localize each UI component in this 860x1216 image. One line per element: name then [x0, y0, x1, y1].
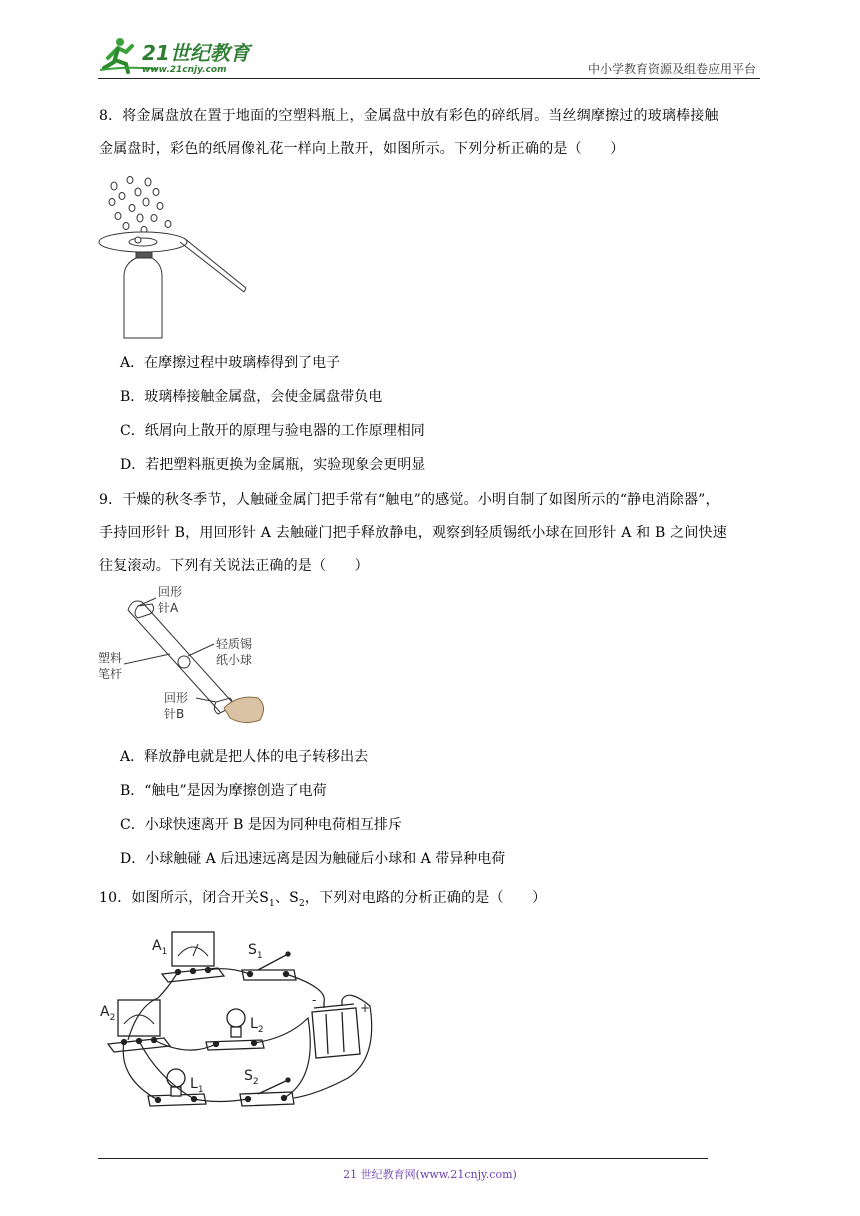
label-pen-line2: 笔杆 [98, 667, 123, 681]
q10-figure-circuit [98, 928, 388, 1118]
label-ball-line1: 轻质锡 [216, 637, 253, 651]
label-clip-b-line1: 回形 [164, 691, 189, 705]
label-s1: $S_1$ [248, 942, 263, 961]
label-l1: $L_1$ [190, 1076, 204, 1095]
q10-switch-s1: $S_1$ [259, 890, 275, 909]
header-platform-text: 中小学教育资源及组卷应用平台 [587, 62, 756, 76]
q9-option-b[interactable]: B．“触电”是因为摩擦创造了电荷 [120, 783, 327, 799]
q8-stem-line-2: 金属盘时，彩色的纸屑像礼花一样向上散开，如图所示。下列分析正确的是（ ） [99, 141, 625, 157]
question-8-stem [99, 100, 761, 166]
q9-figure-static-eliminator [98, 584, 268, 726]
label-ball-line2: 纸小球 [216, 653, 253, 667]
q8-figure-metal-plate-bottle [98, 172, 248, 340]
label-clip-a-line1: 回形 [158, 585, 183, 599]
logo-text: 21世纪教育 [142, 41, 250, 65]
footer-divider [98, 1158, 708, 1159]
label-clip-b-line2: 针B [164, 707, 185, 721]
q8-stem-line-1: 8．将金属盘放在置于地面的空塑料瓶上，金属盘中放有彩色的碎纸屑。当丝绸摩擦过的玻璃棒接触 [99, 108, 719, 124]
q8-option-b[interactable]: B．玻璃棒接触金属盘，会使金属盘带负电 [120, 389, 383, 405]
label-l2: $L_2$ [250, 1016, 264, 1035]
q9-stem-line-1: 9．干燥的秋冬季节，人触碰金属门把手常有“触电”的感觉。小明自制了如图所示的“静电消除器”， [99, 492, 720, 508]
q9-option-d[interactable]: D．小球触碰 A 后迅速远离是因为触碰后小球和 A 带异种电荷 [120, 851, 506, 867]
label-s2: $S_2$ [244, 1068, 259, 1087]
question-9-stem [99, 484, 761, 583]
q10-separator: 、 [274, 890, 290, 906]
label-clip-a-line2: 针A [158, 601, 179, 615]
page-header [98, 30, 760, 78]
footer-text: 21 世纪教育网(www.21cnjy.com) [343, 1168, 517, 1181]
q9-stem-line-2: 手持回形针 B，用回形针 A 去触碰门把手释放静电，观察到轻质锡纸小球在回形针 A 和 B 之间快速 [99, 525, 727, 541]
q8-option-a[interactable]: A．在摩擦过程中玻璃棒得到了电子 [120, 355, 341, 371]
q10-switch-s2: $S_2$ [289, 890, 305, 909]
q10-stem-prefix: 10．如图所示，闭合开关 [99, 890, 260, 906]
q9-option-a[interactable]: A．释放静电就是把人体的电子转移出去 [120, 749, 369, 765]
label-pen-line1: 塑料 [98, 651, 123, 665]
logo [98, 36, 268, 76]
q8-option-c[interactable]: C．纸屑向上散开的原理与验电器的工作原理相同 [120, 423, 425, 439]
q8-option-d[interactable]: D．若把塑料瓶更换为金属瓶，实验现象会更明显 [120, 457, 426, 473]
q9-stem-line-3: 往复滚动。下列有关说法正确的是（ ） [99, 558, 369, 574]
q10-stem-suffix: ，下列对电路的分析正确的是（ ） [304, 890, 547, 906]
label-a1: $A_1$ [152, 938, 168, 957]
label-battery-minus: - [312, 993, 317, 1007]
q9-option-c[interactable]: C．小球快速离开 B 是因为同种电荷相互排斥 [120, 817, 402, 833]
label-a2: $A_2$ [100, 1004, 116, 1023]
question-10-stem [99, 882, 761, 921]
header-divider [98, 78, 760, 79]
logo-url: www.21cnjy.com [142, 65, 227, 75]
label-battery-plus: + [360, 1001, 371, 1015]
